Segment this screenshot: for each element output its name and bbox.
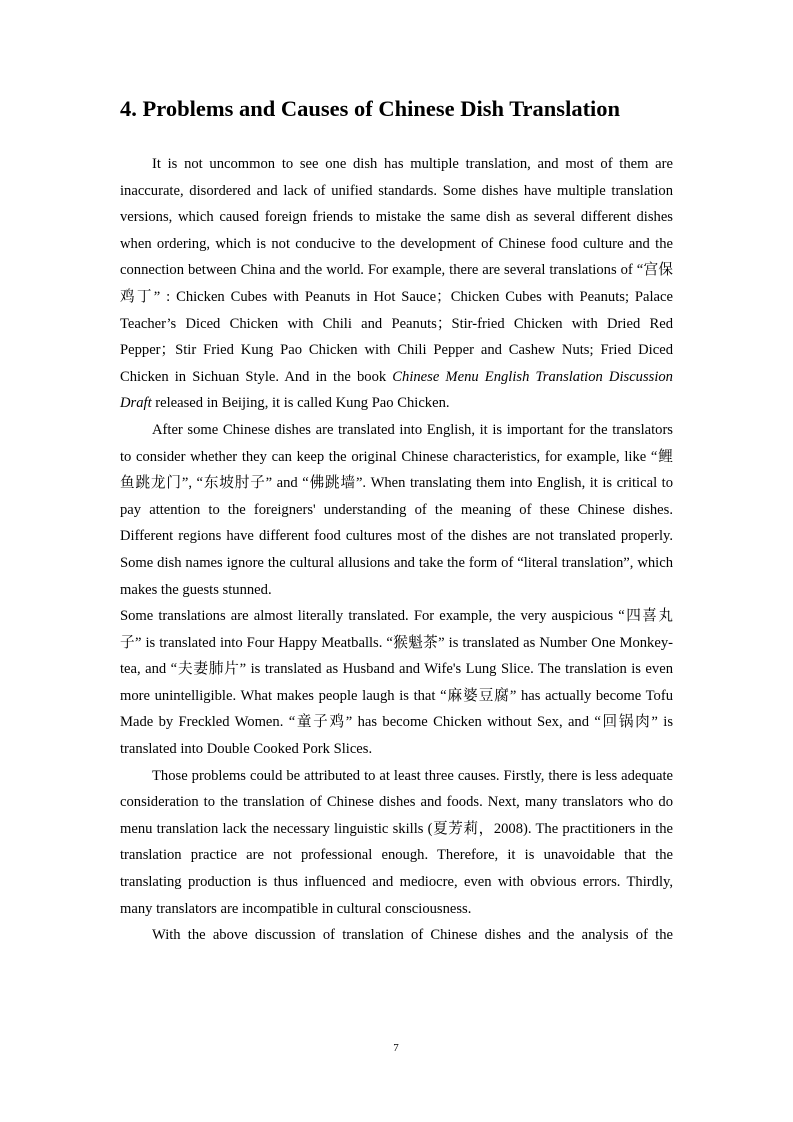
body-text [120,151,673,949]
page-number: 7 [393,1042,399,1054]
paragraph-cultural-characteristics: After some Chinese dishes are translated into English, it is important for the translators to consider whether they can keep the original Chinese characteristics, for example, like “鲤鱼跳龙门”, “东坡肘子” and “佛跳墙”. When translating them into English, it is critical to pay attention to the foreigners' understanding of the meaning of these Chinese dishes. Different regions have different food cultures most of the dishes are not translated properly. Some dish names ignore the cultural allusions and take the form of “literal translation”, which makes the guests stunned. [120,421,673,598]
paragraph-causes: Those problems could be attributed to at least three causes. Firstly, there is less adequate consideration to the translation of Chinese dishes and foods. Next, many translators who do menu translation lack the necessary linguistic skills (夏芳莉，2008). The practitioners in the translation practice are not professional enough. Therefore, it is unavoidable that the translating production is thus influenced and mediocre, even with obvious errors. Thirdly, many translators are incompatible in cultural consciousness. [120,767,673,917]
paragraph-1-text-b: released in Beijing, it is called Kung Pao Chicken. [151,395,450,412]
book-title: Chinese Menu English Translation Discussion Draft [120,368,673,412]
paragraph-1-text-a: It is not uncommon to see one dish has multiple translation, and most of them are inaccurate, disordered and lack of unified standards. Some dishes have multiple translation versions, which caused foreign friends to mistake the same dish as several different dishes when ordering, which is not conducive to the development of Chinese food culture and the connection between China and the world. For example, there are several translations of “宫保鸡丁” : Chicken Cubes with Peanuts in Hot Sauce；Chicken Cubes with Peanuts; Palace Teacher’s Diced Chicken with Chili and Peanuts；Stir-fried Chicken with Dried Red Pepper；Stir Fried Kung Pao Chicken with Chili Pepper and Cashew Nuts; Fried Diced Chicken in Sichuan Style. And in the book [120,156,673,385]
section-heading: 4. Problems and Causes of Chinese Dish Translation [120,96,621,121]
paragraph-literal-translations: Some translations are almost literally translated. For example, the very auspicious “四喜丸子” is translated into Four Happy Meatballs. “猴魁茶” is translated as Number One Monkey-tea, and “夫妻肺片” is translated as Husband and Wife's Lung Slice. The translation is even more unintelligible. What makes people laugh is that “麻婆豆腐” has actually become Tofu Made by Freckled Women. “童子鸡” has become Chicken without Sex, and “回锅肉” is translated into Double Cooked Pork Slices. [120,608,673,758]
paragraph-continuation: With the above discussion of translation of Chinese dishes and the analysis of the [152,927,673,944]
paragraph-multiple-translations [120,151,673,417]
